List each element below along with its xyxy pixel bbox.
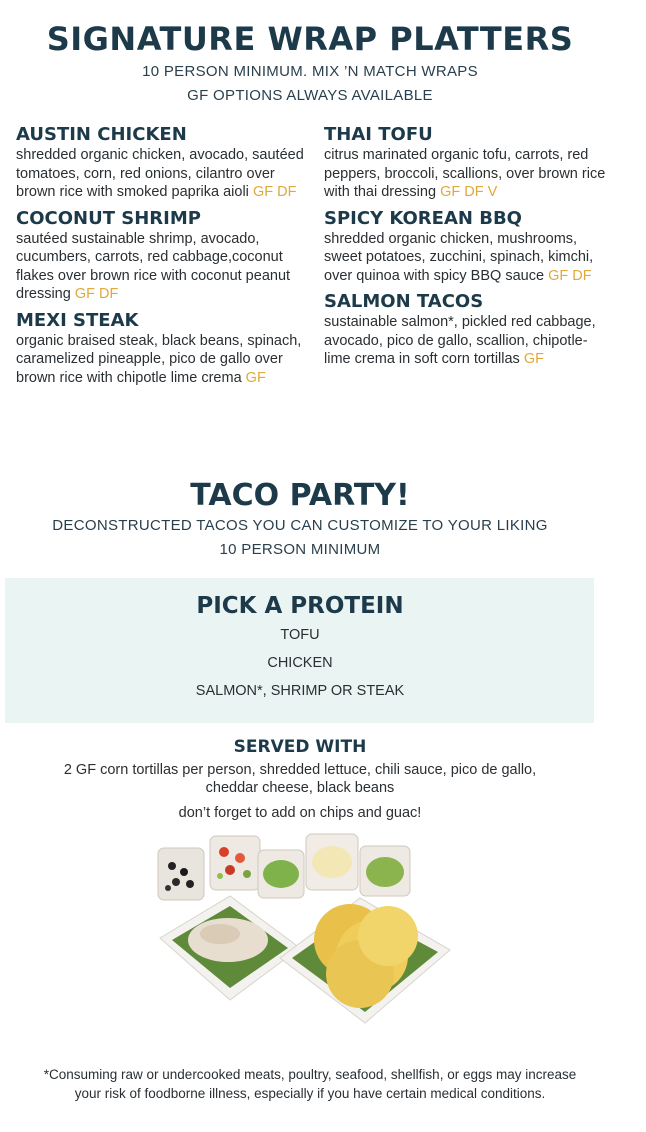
taco-platter-photo xyxy=(150,828,460,1028)
diet-tags: GF xyxy=(523,351,544,367)
black-beans-cup xyxy=(158,848,204,900)
wraps-left-column xyxy=(16,124,306,393)
item-title: MEXI STEAK xyxy=(16,309,139,331)
chips-guac-note: don’t forget to add on chips and guac! xyxy=(178,805,422,821)
diet-tags: GF DF xyxy=(548,267,592,284)
item-description: sautéed sustainable shrimp, avocado, cucumbers, carrots, red cabbage,coconut flakes over brown rice with coconut peanut dressing GF DF xyxy=(16,230,291,302)
taco-subtitle: DECONSTRUCTED TACOS YOU CAN CUSTOMIZE TO YOUR LIKING xyxy=(52,517,548,534)
item-title: AUSTIN CHICKEN xyxy=(16,124,187,145)
chicken-tray xyxy=(160,896,300,1000)
minimum-note: 10 PERSON MINIMUM. MIX ’N MATCH WRAPS xyxy=(142,63,478,80)
served-with-line: 2 GF corn tortillas per person, shredded lettuce, chili sauce, pico de gallo, xyxy=(63,762,537,778)
protein-option: SALMON*, SHRIMP OR STEAK xyxy=(195,683,405,699)
menu-item-spicy-korean-bbq xyxy=(324,208,614,286)
item-description: shredded organic chicken, mushrooms, sweet potatoes, zucchini, spinach, kimchi, over quinoa with spicy BBQ sauce GF DF xyxy=(324,230,594,284)
item-description: shredded organic chicken, avocado, sautéed tomatoes, corn, red onions, cilantro over brown rice with smoked paprika aioli GF DF xyxy=(16,147,304,200)
page-title: SIGNATURE WRAP PLATTERS xyxy=(46,20,574,58)
diet-tags: GF DF xyxy=(74,286,119,302)
protein-option: CHICKEN xyxy=(267,655,333,671)
gf-note: GF OPTIONS ALWAYS AVAILABLE xyxy=(187,87,433,104)
menu-item-mexi-steak xyxy=(16,310,306,388)
pico-cup xyxy=(210,836,260,890)
disclaimer-line: *Consuming raw or undercooked meats, poultry, seafood, shellfish, or eggs may increase xyxy=(43,1067,577,1082)
diet-tags: GF DF V xyxy=(440,184,498,200)
item-description: organic braised steak, black beans, spinach, caramelized pineapple, pico de gallo over brown rice with chipotle lime crema GF xyxy=(16,332,302,386)
menu-item-salmon-tacos xyxy=(324,291,614,369)
item-title: THAI TOFU xyxy=(324,124,433,145)
item-description: sustainable salmon*, pickled red cabbage, avocado, pico de gallo, scallion, chipotle-lime crema in soft corn tortillas GF xyxy=(324,314,596,367)
cheese-cup xyxy=(306,834,358,890)
protein-option: TOFU xyxy=(280,627,320,643)
item-title: SALMON TACOS xyxy=(324,291,484,312)
item-description: citrus marinated organic tofu, carrots, red peppers, broccoli, scallions, over brown rice with thai dressing GF DF V xyxy=(324,147,606,200)
diet-tags: GF xyxy=(245,369,266,386)
lettuce-cup xyxy=(258,850,304,898)
guac-cup xyxy=(360,846,410,896)
diet-tags: GF DF xyxy=(252,184,297,200)
menu-item-coconut-shrimp xyxy=(16,208,306,304)
wraps-right-column xyxy=(324,124,614,375)
served-with-title: SERVED WITH xyxy=(233,737,367,757)
item-title: SPICY KOREAN BBQ xyxy=(324,207,522,229)
menu-item-thai-tofu xyxy=(324,124,614,202)
taco-minimum: 10 PERSON MINIMUM xyxy=(219,541,381,558)
tortilla-tray xyxy=(280,898,450,1023)
served-with-line: cheddar cheese, black beans xyxy=(205,780,395,796)
protein-title: PICK A PROTEIN xyxy=(196,593,404,619)
item-title: COCONUT SHRIMP xyxy=(16,207,201,229)
menu-item-austin-chicken xyxy=(16,124,306,202)
disclaimer-line: your risk of foodborne illness, especially if you have certain medical conditions. xyxy=(74,1086,546,1101)
taco-party-title: TACO PARTY! xyxy=(190,478,410,513)
